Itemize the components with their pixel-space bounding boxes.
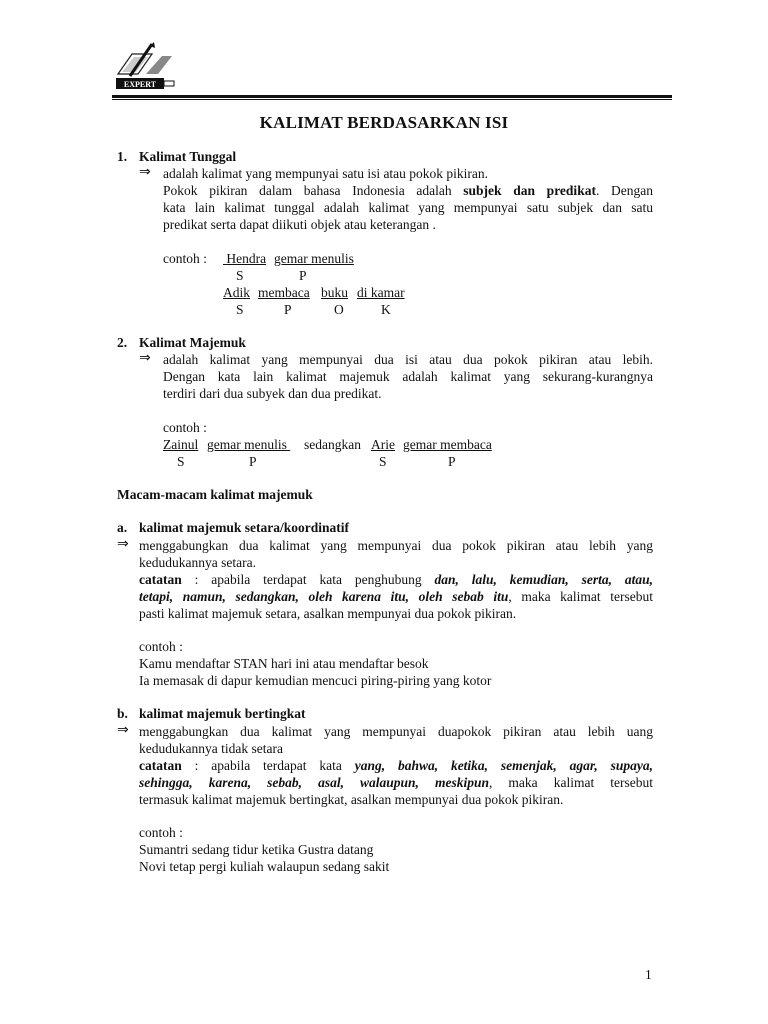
logo-text: EXPERT xyxy=(123,80,157,89)
s1-ex1-subject: Hendra xyxy=(226,251,267,266)
s1-ex1-label-p: P xyxy=(299,268,307,283)
s2-line1: adalah kalimat yang mempunyai dua isi atau dua pokok pikiran atau lebih. xyxy=(163,352,653,367)
a-line1: menggabungkan dua kalimat yang mempunyai dua pokok pikiran atau lebih yang xyxy=(139,538,653,553)
s2-ex-conjunction: sedangkan xyxy=(304,437,361,452)
s1-contoh-label: contoh : xyxy=(163,251,207,266)
s2-contoh-label: contoh : xyxy=(163,420,207,435)
s2-ex-predicate-2: gemar membaca xyxy=(403,437,492,452)
s1-ex1-predicate: gemar menulis xyxy=(274,251,354,266)
page-number: 1 xyxy=(645,967,652,982)
b-catatan-line3: termasuk kalimat majemuk bertingkat, asalkan mempunyai dua pokok pikiran. xyxy=(139,792,564,807)
s2-ex-label-s2: S xyxy=(379,454,387,469)
s2-ex-subject-2: Arie xyxy=(371,437,395,452)
s1-ex2-object: buku xyxy=(321,285,348,300)
s1-ex2-predicate: membaca xyxy=(258,285,310,300)
implies-arrow-icon: ⇒ xyxy=(139,164,151,180)
a-catatan-line2: tetapi, namun, sedangkan, oleh karena itu, oleh sebab itu, maka kalimat tersebut xyxy=(139,589,653,604)
s1-ex2-label-p: P xyxy=(284,302,292,317)
s1-line1: adalah kalimat yang mempunyai satu isi atau pokok pikiran. xyxy=(163,166,489,181)
a-catatan-line1: catatan : apabila terdapat kata penghubung dan, lalu, kemudian, serta, atau, xyxy=(139,572,653,587)
s2-ex-label-s1: S xyxy=(177,454,185,469)
macam-heading: Macam-macam kalimat majemuk xyxy=(117,487,313,502)
a-contoh-label: contoh : xyxy=(139,639,183,654)
s2-ex-subject-1: Zainul xyxy=(163,437,199,452)
a-example-2: Ia memasak di dapur kemudian mencuci piring-piring yang kotor xyxy=(139,673,492,688)
section-a-label: a. xyxy=(117,520,128,535)
s2-ex-predicate-1: gemar menulis xyxy=(207,437,287,452)
s2-line3: terdiri dari dua subyek dan dua predikat. xyxy=(163,386,382,401)
s2-line2: Dengan kata lain kalimat majemuk adalah kalimat yang sekurang-kurangnya xyxy=(163,369,653,384)
b-line1: menggabungkan dua kalimat yang mempunyai duapokok pikiran atau lebih uang xyxy=(139,724,653,739)
section-2-heading: Kalimat Majemuk xyxy=(139,335,246,350)
section-2-number: 2. xyxy=(117,335,128,350)
header-rule xyxy=(112,95,672,100)
b-catatan-line2: sehingga, karena, sebab, asal, walaupun, meskipun, maka kalimat tersebut xyxy=(139,775,653,790)
b-catatan-line1: catatan : apabila terdapat kata yang, bahwa, ketika, semenjak, agar, supaya, xyxy=(139,758,654,773)
s1-line2: Pokok pikiran dalam bahasa Indonesia adalah subjek dan predikat. Dengan xyxy=(163,183,653,198)
section-b-heading: kalimat majemuk bertingkat xyxy=(139,706,306,721)
s1-ex2-label-s: S xyxy=(236,302,244,317)
s1-ex2-label-k: K xyxy=(381,302,391,317)
pen-book-logo-icon xyxy=(112,40,178,92)
a-line2: kedudukannya setara. xyxy=(139,555,256,570)
b-line2: kedudukannya tidak setara xyxy=(139,741,283,756)
b-contoh-label: contoh : xyxy=(139,825,183,840)
section-b-label: b. xyxy=(117,706,128,721)
s1-ex1-label-s: S xyxy=(236,268,244,283)
section-1-heading: Kalimat Tunggal xyxy=(139,149,237,164)
section-a-heading: kalimat majemuk setara/koordinatif xyxy=(139,520,349,535)
page-title: KALIMAT BERDASARKAN ISI xyxy=(259,113,509,132)
s2-ex-label-p2: P xyxy=(448,454,456,469)
b-example-2: Novi tetap pergi kuliah walaupun sedang sakit xyxy=(139,859,390,874)
s1-ex2-subject: Adik xyxy=(223,285,250,300)
s1-line4: predikat serta dapat diikuti objek atau keterangan . xyxy=(163,217,436,232)
a-example-1: Kamu mendaftar STAN hari ini atau mendaftar besok xyxy=(139,656,429,671)
implies-arrow-icon: ⇒ xyxy=(139,350,151,366)
s2-ex-label-p1: P xyxy=(249,454,257,469)
implies-arrow-icon: ⇒ xyxy=(117,536,129,552)
implies-arrow-icon: ⇒ xyxy=(117,722,129,738)
s1-ex2-label-o: O xyxy=(334,302,344,317)
s1-line3: kata lain kalimat tunggal adalah kalimat yang mempunyai satu subjek dan satu xyxy=(163,200,653,215)
b-example-1: Sumantri sedang tidur ketika Gustra datang xyxy=(139,842,374,857)
section-1-number: 1. xyxy=(117,149,128,164)
s1-ex2-adverb: di kamar xyxy=(357,285,405,300)
a-catatan-line3: pasti kalimat majemuk setara, asalkan mempunyai dua pokok pikiran. xyxy=(139,606,517,621)
